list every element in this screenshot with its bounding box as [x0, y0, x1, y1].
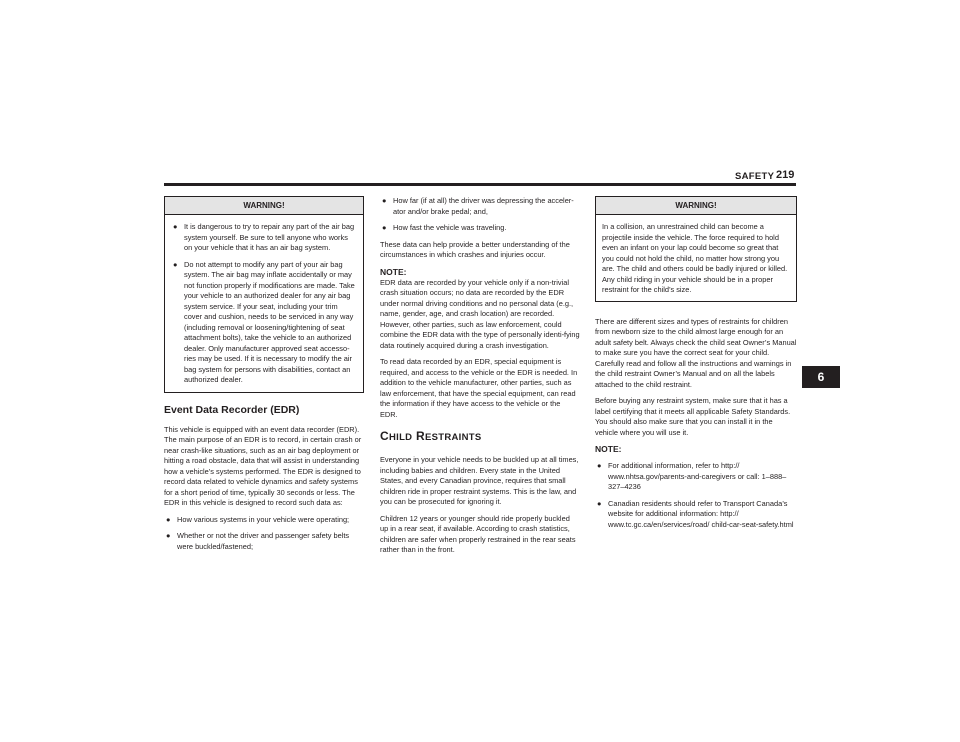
paragraph: There are different sizes and types of restraints for children from newborn size to the child almost large enough for an adult safety belt. Always check the child seat Owner’s Manual to make sure you have the correct seat for your child. Carefully read and follow all the instructions and warnings in the child restraint Owner’s Manual and on all the labels attached to the child restraint. [595, 316, 797, 389]
warning-item: ● It is dangerous to try to repair any part of the air bag system yourself. Be sure to tell anyone who works on your vehicle that it has an air bag system. [173, 222, 355, 252]
bullet-icon: ● [382, 223, 387, 232]
bullet-icon: ● [166, 531, 171, 540]
bullet-icon: ● [173, 259, 178, 269]
bullet-icon: ● [166, 514, 171, 524]
warning-text: In a collision, an unrestrained child can become a projectile inside the vehicle. The force required to hold even an infant on your lap could become so great that you could not hold the child, no matter how strong you are. The child and others could be badly injured or killed. Any child riding in your vehicle should be in a proper restraint for the child’s size. [602, 222, 788, 294]
page-number: 219 [776, 169, 795, 181]
column-2 [380, 196, 580, 562]
paragraph: Everyone in your vehicle needs to be buckled up at all times, including babies and children. Every state in the United States, and every Canadian province, requires that small children ride in proper restraint systems. This is the law, and you can be prosecuted for ignoring it. [380, 455, 579, 506]
paragraph: To read data recorded by an EDR, special equipment is required, and access to the vehicle or the EDR is needed. In addition to the vehicle manufacturer, other parties, such as law enforcement, that have the special equipment, can read the information if they have access to the vehicle or the EDR. [380, 357, 578, 419]
warning-item: ● Do not attempt to modify any part of your air bag system. The air bag may inflate accidentally or may not function properly if modifications are made. Take your vehicle to an authorized dealer for any air bag system service. If your seat, including your trim cover and cushion, needs to be serviced in any way (including removal or loosening/tightening of seat attachment bolts), take the vehicle to an authorized dealer. Only manufacturer approved seat accesso-ries may be used. If it is necessary to modify the air bag system for persons with disabilities, contact an authorized dealer. [173, 259, 355, 384]
airbag-warning-box [164, 196, 364, 393]
paragraph: These data can help provide a better understanding of the circumstances in which crashes and injuries occur. [380, 239, 570, 259]
column-3 [595, 196, 797, 536]
edr-paragraph: This vehicle is equipped with an event data recorder (EDR). The main purpose of an EDR is to record, in certain crash or near crash-like situations, such as an air bag deployment or hitting a road obstacle, data that will assist in understanding how a vehicle’s systems performed. The EDR is designed to record data related to vehicle dynamics and safety systems for a short period of time, typically 30 seconds or less. The EDR in this vehicle is designed to record such data as: [164, 424, 362, 507]
paragraph: Before buying any restraint system, make sure that it has a label certifying that it meets all applicable Safety Standards. You should also make sure that you can install it in the vehicle where you will use it. [595, 396, 791, 437]
column-1 [164, 196, 364, 558]
warning-title: WARNING! [165, 197, 363, 215]
bullet-icon: ● [597, 461, 602, 470]
bullet-icon: ● [597, 498, 602, 508]
child-restraints-heading: CHILD RESTRAINTS [380, 429, 482, 443]
bullet-icon: ● [382, 196, 387, 205]
bullet-icon: ● [173, 222, 178, 231]
note-label: NOTE: [380, 266, 407, 277]
list-item: ● Whether or not the driver and passenger safety belts were buckled/fastened; [166, 531, 350, 551]
list-item: ● For additional information, refer to http:// www.nhtsa.gov/parents-and-caregivers or call: 1–888–327–4236 [597, 461, 787, 491]
list-item: ● Canadian residents should refer to Transport Canada’s website for additional information: http:// www.tc.gc.ca/en/services/road/ child-car-seat-safety.html [597, 498, 794, 529]
child-warning-box [595, 196, 797, 302]
list-item: ● How various systems in your vehicle were operating; [166, 514, 350, 524]
chapter-tab: 6 [802, 366, 840, 388]
list-item: ● How far (if at all) the driver was depressing the acceler-ator and/or brake pedal; and, [382, 196, 574, 216]
page-header-section: SAFETY [735, 171, 775, 182]
paragraph: Children 12 years or younger should ride properly buckled up in a rear seat, if available. According to crash statistics, children are safer when properly restrained in the rear seats rather than in the front. [380, 513, 576, 554]
warning-title: WARNING! [596, 197, 796, 215]
note-label: NOTE: [595, 444, 622, 454]
header-rule [164, 183, 796, 186]
list-item: ● How fast the vehicle was traveling. [382, 223, 507, 232]
note-text: EDR data are recorded by your vehicle only if a non-trivial crash situation occurs; no data are recorded by the EDR under normal driving conditions and no personal data (e.g., name, gender, age, and crash location) are recorded. However, other parties, such as law enforcement, could combine the EDR data with the type of personally identi-fying data routinely acquired during a crash investigation. [380, 277, 580, 350]
edr-heading: Event Data Recorder (EDR) [164, 403, 300, 416]
